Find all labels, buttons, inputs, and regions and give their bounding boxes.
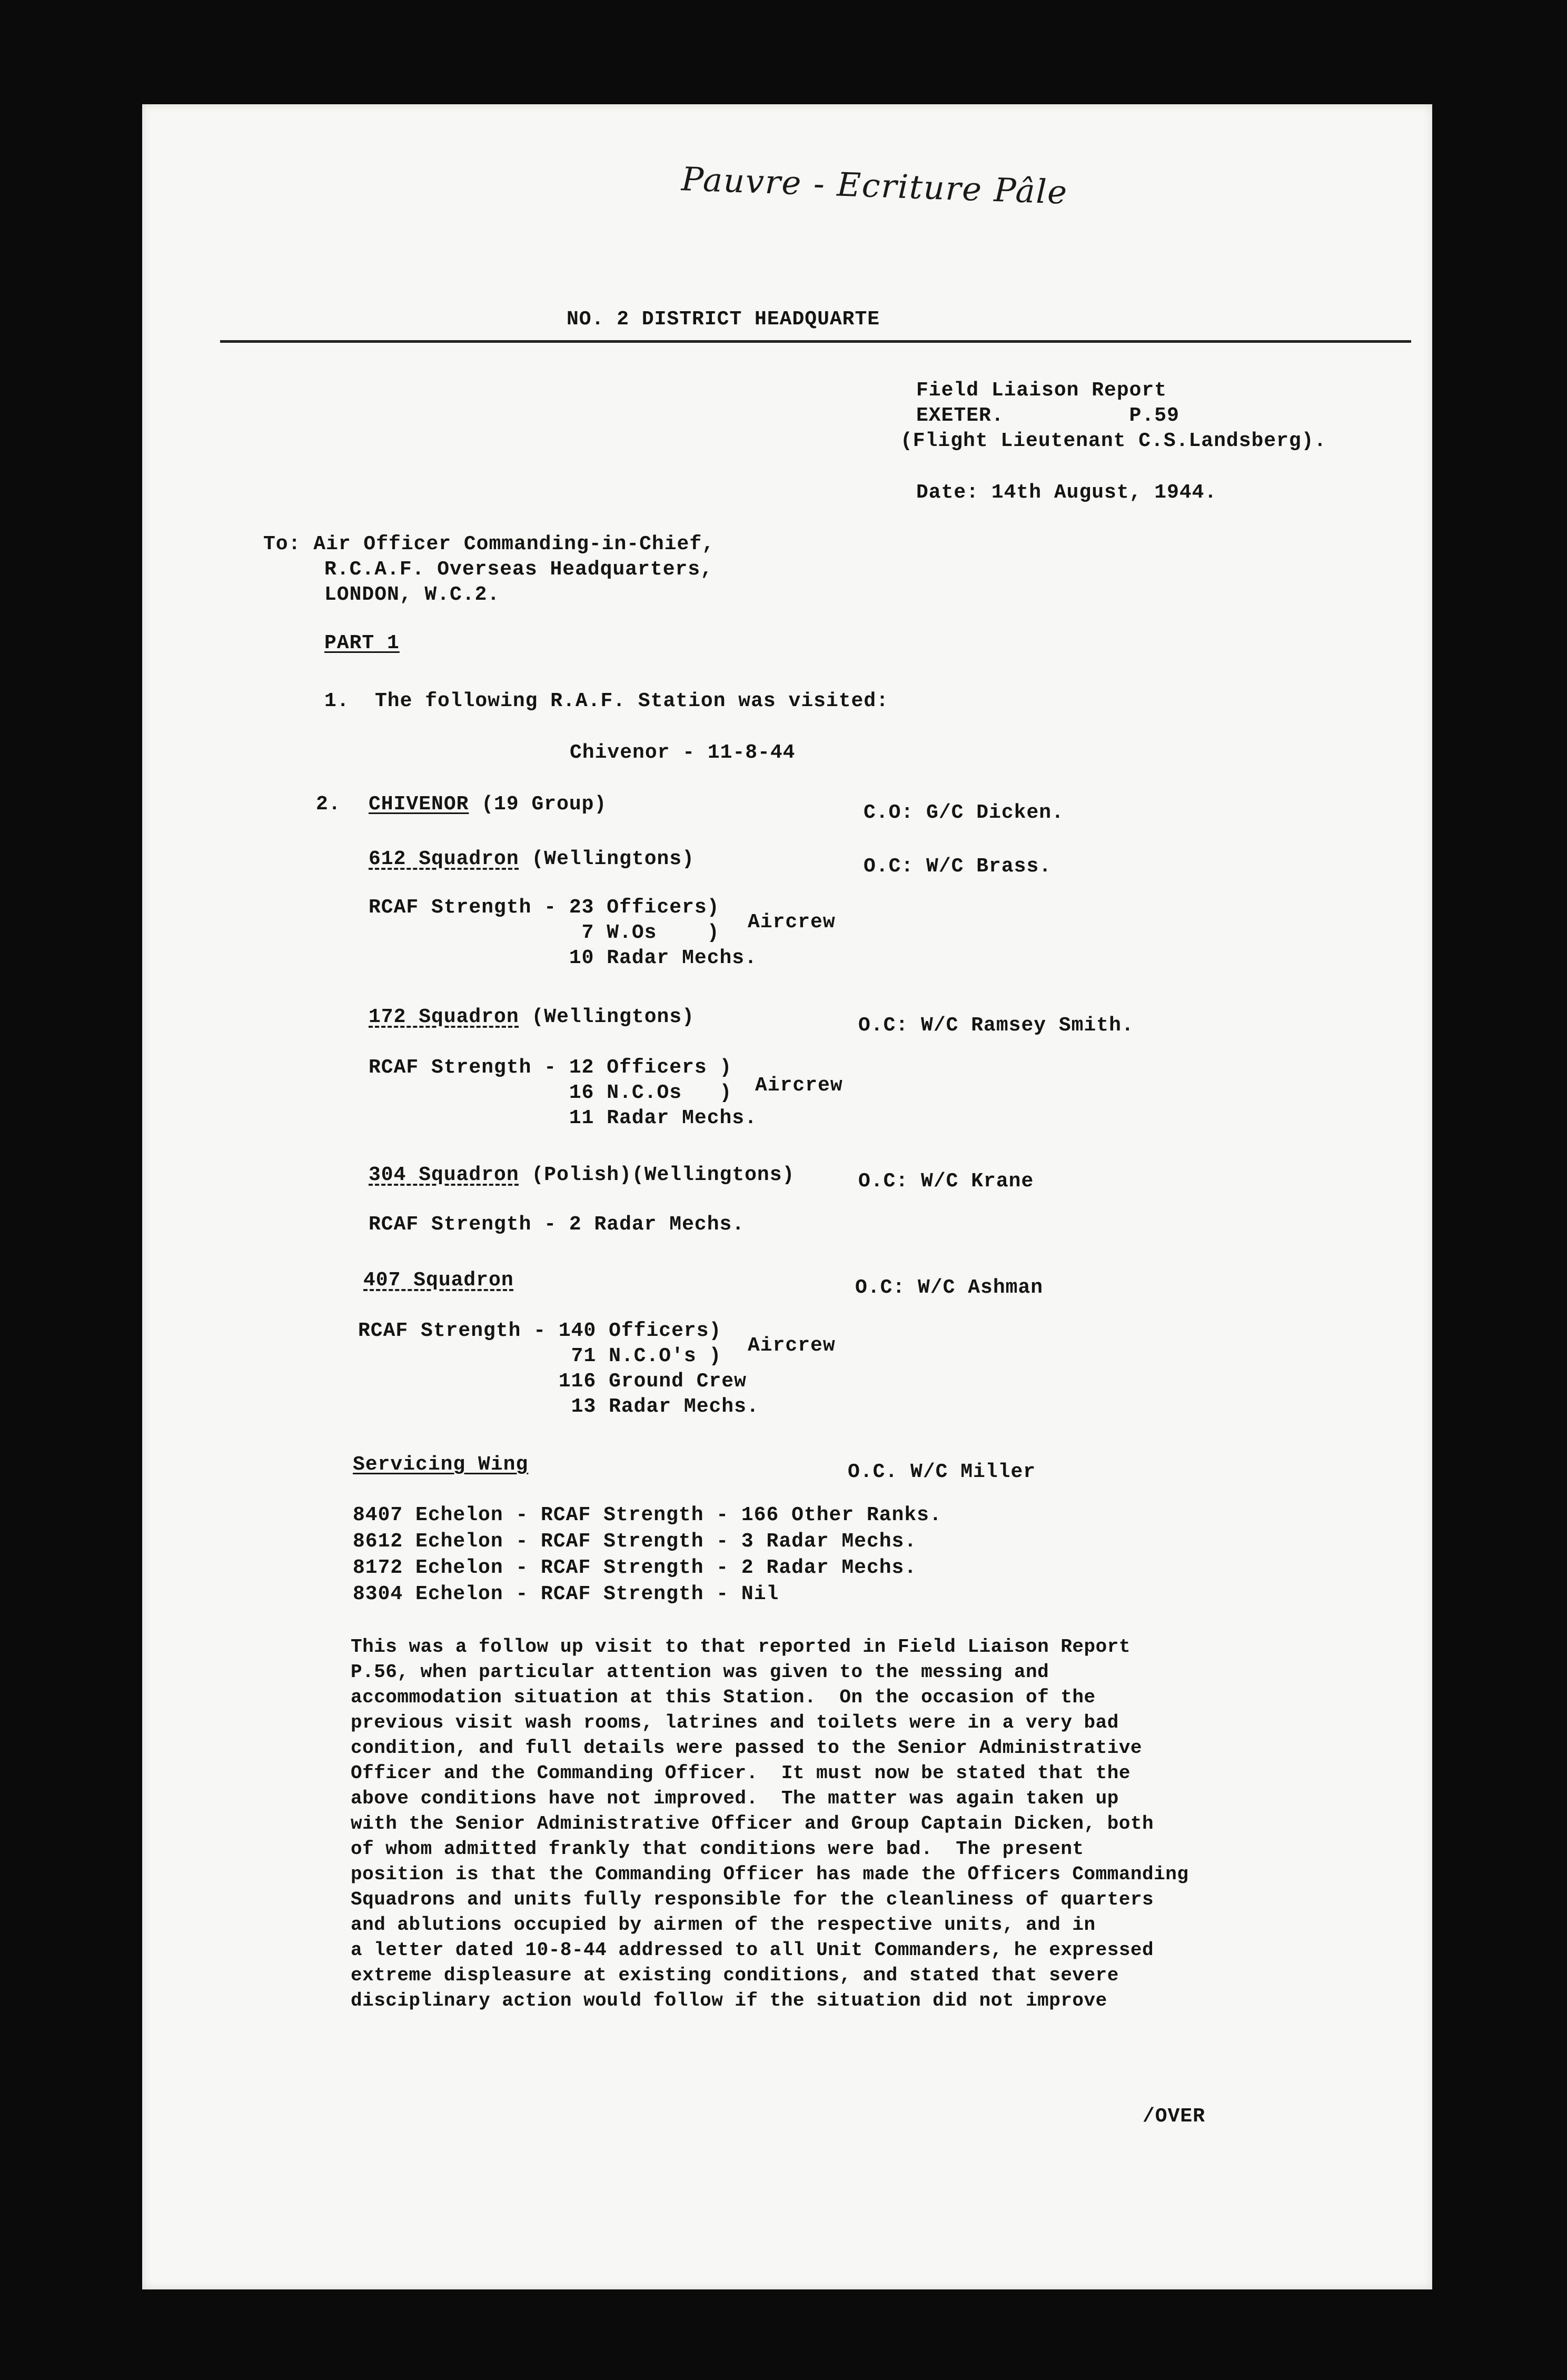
paragraph-line: with the Senior Administrative Officer and Group Captain Dicken, both: [351, 1813, 1154, 1834]
squadron-172-strength-3: 11 Radar Mechs.: [369, 1107, 757, 1129]
squadron-612-co: O.C: W/C Brass.: [864, 855, 1052, 878]
servicing-wing-title: Servicing Wing: [353, 1453, 529, 1476]
squadron-407-strength-2: 71 N.C.O's ): [358, 1345, 722, 1367]
squadron-172-strength-2: 16 N.C.Os ): [369, 1082, 732, 1104]
squadron-304-co: O.C: W/C Krane: [858, 1170, 1034, 1193]
paragraph-line: a letter dated 10-8-44 addressed to all Unit Commanders, he expressed: [351, 1939, 1154, 1961]
squadron-172-co: O.C: W/C Ramsey Smith.: [858, 1014, 1134, 1037]
header-rule: [220, 340, 1411, 343]
echelon-line: 8172 Echelon - RCAF Strength - 2 Radar Mechs.: [353, 1556, 917, 1579]
part-title: PART 1: [324, 632, 400, 654]
paragraph-line: Officer and the Commanding Officer. It must now be stated that the: [351, 1762, 1130, 1784]
echelon-line: 8612 Echelon - RCAF Strength - 3 Radar Mechs.: [353, 1530, 917, 1553]
item-2-number: 2.: [316, 793, 341, 816]
item-1-number: 1.: [324, 690, 350, 712]
squadron-407-strength-4: 13 Radar Mechs.: [358, 1395, 759, 1418]
handwritten-annotation: Pauvre - Ecriture Pâle: [680, 160, 1069, 212]
document-header: NO. 2 DISTRICT HEADQUARTE: [567, 308, 880, 331]
squadron-407-co: O.C: W/C Ashman: [855, 1276, 1044, 1299]
station-commanding-officer: C.O: G/C Dicken.: [864, 801, 1064, 824]
paragraph-line: of whom admitted frankly that conditions were bad. The present: [351, 1838, 1084, 1860]
addressee-line-3: LONDON, W.C.2.: [324, 583, 500, 606]
squadron-172-strength-1: RCAF Strength - 12 Officers ): [369, 1056, 732, 1079]
paragraph-line: above conditions have not improved. The matter was again taken up: [351, 1788, 1119, 1809]
squadron-612-title: 612 Squadron: [369, 848, 519, 870]
squadron-612-aircrew-label: Aircrew: [748, 911, 836, 934]
squadron-172-title: 172 Squadron: [369, 1006, 519, 1028]
squadron-172-aircrew-label: Aircrew: [755, 1074, 843, 1097]
squadron-612-strength-2: 7 W.Os ): [369, 921, 720, 944]
paragraph-line: position is that the Commanding Officer has made the Officers Commanding: [351, 1863, 1189, 1885]
paragraph-line: condition, and full details were passed to the Senior Administrative: [351, 1737, 1143, 1759]
paragraph-line: extreme displeasure at existing conditions, and stated that severe: [351, 1965, 1119, 1986]
item-2-heading: [369, 792, 607, 817]
paragraph-line: P.56, when particular attention was given to the messing and: [351, 1661, 1049, 1683]
paragraph-line: and ablutions occupied by airmen of the respective units, and in: [351, 1914, 1096, 1936]
squadron-612-strength-3: 10 Radar Mechs.: [369, 947, 757, 969]
station-visited: Chivenor - 11-8-44: [570, 741, 796, 764]
squadron-304-strength: RCAF Strength - 2 Radar Mechs.: [369, 1213, 745, 1236]
document-page: [142, 104, 1432, 2289]
squadron-407-strength-1: RCAF Strength - 140 Officers): [358, 1320, 722, 1342]
report-location: EXETER. P.59: [916, 404, 1179, 427]
squadron-304-title: 304 Squadron: [369, 1164, 519, 1186]
report-date: Date: 14th August, 1944.: [916, 481, 1217, 504]
squadron-407-aircrew-label: Aircrew: [748, 1334, 836, 1357]
report-author: (Flight Lieutenant C.S.Landsberg).: [900, 430, 1327, 452]
squadron-172-type: (Wellingtons): [519, 1006, 695, 1028]
paragraph-line: This was a follow up visit to that reported in Field Liaison Report: [351, 1636, 1130, 1658]
squadron-612-strength-1: RCAF Strength - 23 Officers): [369, 896, 720, 919]
squadron-407-title: 407 Squadron: [363, 1269, 514, 1292]
paragraph-line: Squadrons and units fully responsible for the cleanliness of quarters: [351, 1889, 1154, 1910]
addressee-line-2: R.C.A.F. Overseas Headquarters,: [324, 558, 713, 581]
echelon-line: 8304 Echelon - RCAF Strength - Nil: [353, 1583, 779, 1605]
echelon-line: 8407 Echelon - RCAF Strength - 166 Other Ranks.: [353, 1504, 942, 1526]
paragraph-line: accommodation situation at this Station. On the occasion of the: [351, 1687, 1096, 1708]
item-1-text: The following R.A.F. Station was visited:: [375, 690, 889, 712]
squadron-612-heading: [369, 847, 695, 872]
squadron-172-heading: [369, 1005, 695, 1030]
paragraph-line: disciplinary action would follow if the situation did not improve: [351, 1990, 1107, 2011]
report-title: Field Liaison Report: [916, 379, 1167, 402]
squadron-304-heading: [369, 1163, 795, 1188]
station-group: (19 Group): [469, 793, 607, 816]
squadron-612-type: (Wellingtons): [519, 848, 695, 870]
squadron-407-strength-3: 116 Ground Crew: [358, 1370, 747, 1393]
page-footer-over: /OVER: [1143, 2105, 1206, 2128]
station-name: CHIVENOR: [369, 793, 469, 816]
addressee-line-1: To: Air Officer Commanding-in-Chief,: [263, 533, 715, 556]
servicing-wing-co: O.C. W/C Miller: [848, 1461, 1036, 1483]
squadron-304-type: (Polish)(Wellingtons): [519, 1164, 795, 1186]
paragraph-line: previous visit wash rooms, latrines and toilets were in a very bad: [351, 1712, 1119, 1733]
